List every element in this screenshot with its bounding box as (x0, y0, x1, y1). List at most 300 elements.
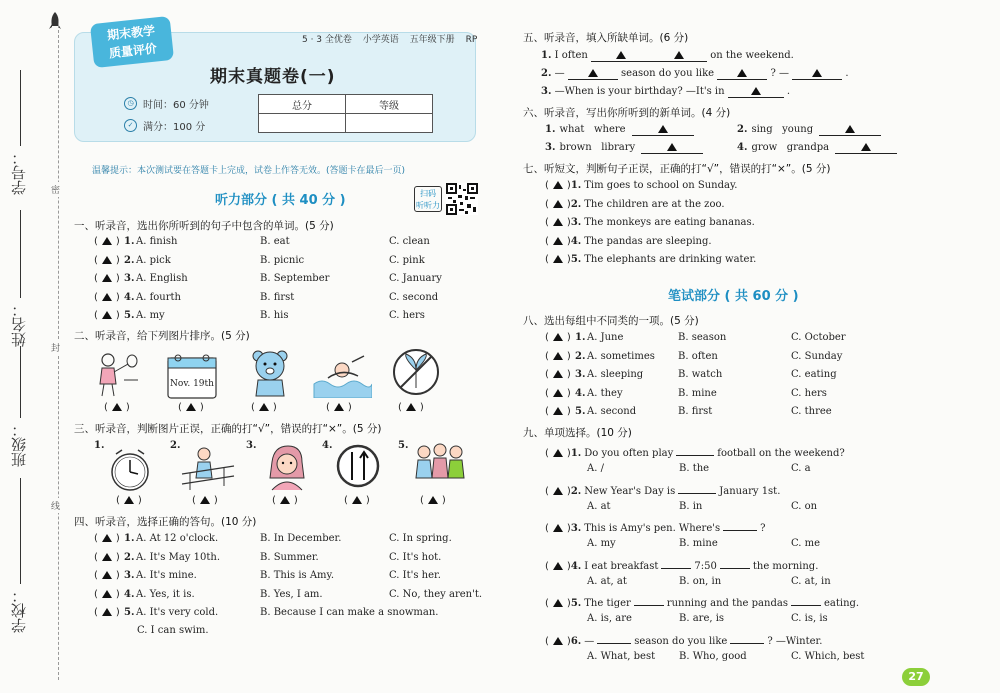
triangle-icon (812, 69, 822, 77)
answer-blank[interactable] (678, 482, 716, 494)
item-number: 1. (575, 332, 586, 343)
item-words: sing young (751, 124, 814, 135)
question-text: running and the pandas (666, 598, 788, 609)
option-c: C. January (389, 273, 442, 284)
triangle-icon (553, 599, 563, 607)
triangle-icon (102, 237, 112, 245)
triangle-icon (553, 181, 563, 189)
question-text: the morning. (752, 560, 819, 572)
triangle-icon (102, 274, 112, 282)
bear-picture (250, 346, 290, 398)
triangle-icon (406, 403, 416, 411)
time-limit-text: 时间：60 分钟 (143, 100, 209, 111)
triangle-icon (553, 637, 563, 645)
triangle-icon (259, 403, 269, 411)
item-number: 5. (575, 406, 586, 418)
option-c: C. eating (791, 369, 837, 381)
student-number-field[interactable] (20, 70, 21, 146)
score-table (258, 94, 433, 133)
answer-blank[interactable] (641, 142, 703, 154)
item-number: 3. (541, 86, 552, 97)
option-b: B. on, in (679, 575, 722, 587)
answer-bracket[interactable]: ( ) (545, 448, 571, 459)
calendar-picture (166, 350, 218, 400)
item-number: 5. (124, 607, 135, 618)
option-b: B. Summer. (260, 551, 319, 563)
question-text: eating. (823, 598, 860, 609)
section-1-title: 一、听录音，选出你所听到的句子中包含的单词。(5 分) (74, 220, 334, 232)
section-7-item-5 (545, 254, 756, 265)
item-number: 1. (124, 533, 135, 544)
section-2-title: 二、听录音，给下列图片排序。(5 分) (74, 330, 250, 342)
full-score (124, 118, 205, 133)
item-text: season do you like (621, 68, 715, 79)
item-words: brown library (559, 142, 636, 153)
option-a: A. at, at (587, 575, 627, 587)
answer-bracket[interactable]: ( ) (545, 485, 571, 497)
section-1-item-5 (94, 310, 509, 324)
girl-playing-badminton-picture (94, 350, 140, 398)
triangle-icon (553, 237, 563, 245)
answer-bracket[interactable]: ( ) (545, 254, 571, 266)
option-c: C. pink (389, 254, 425, 266)
class-field[interactable] (20, 346, 21, 418)
section-5-item-1 (541, 50, 794, 62)
picture-order-bracket-5[interactable]: ( ) (398, 402, 424, 413)
option-c: C. In spring. (389, 533, 452, 544)
written-banner: 笔试部分 ( 共 60 分 ) (668, 289, 799, 304)
picture-number-3: 3. (246, 440, 257, 451)
option-c: C. Sunday (791, 350, 843, 362)
section-1-item-3 (94, 273, 509, 287)
book-series (302, 32, 477, 45)
option-a: A. At 12 o'clock. (136, 533, 219, 544)
triangle-icon (186, 403, 196, 411)
picture-order-bracket-3[interactable]: ( ) (251, 402, 277, 413)
triangle-icon (553, 449, 563, 457)
grade-header: 等级 (346, 95, 433, 114)
item-number: 3. (570, 217, 582, 229)
option-b: B. in (679, 500, 703, 512)
option-c: C. It's hot. (389, 551, 442, 563)
school-field[interactable] (20, 478, 21, 584)
section-6-item-3 (545, 142, 703, 154)
section-9-options-2 (545, 501, 905, 515)
scan-qr-line-1: 扫码 (420, 189, 436, 198)
section-7-item-2 (545, 199, 725, 210)
answer-bracket[interactable]: ( ) (545, 523, 571, 534)
series-grade: 五年级下册 (409, 35, 455, 45)
option-c: C. second (389, 291, 439, 303)
option-c: C. hers (791, 387, 827, 399)
triangle-icon (102, 571, 112, 579)
answer-bracket[interactable]: ( ) (94, 588, 120, 600)
option-a: A. It's mine. (136, 570, 197, 581)
name-field[interactable] (20, 210, 21, 298)
option-a: A. sometimes (587, 350, 655, 362)
triangle-icon (102, 311, 112, 319)
item-number: 2. (541, 68, 552, 79)
exam-title: 期末真题卷(一) (210, 67, 336, 87)
triangle-icon (751, 87, 761, 95)
triangle-icon (737, 69, 747, 77)
children-group-picture (410, 440, 470, 492)
evaluation-badge (90, 16, 174, 68)
answer-blank[interactable] (651, 50, 707, 62)
item-number: 4. (124, 588, 135, 600)
answer-blank[interactable] (717, 68, 767, 80)
item-number: 1. (570, 448, 582, 459)
triangle-icon (352, 496, 362, 504)
triangle-icon (553, 370, 563, 378)
answer-blank[interactable] (730, 632, 764, 644)
question-text: January 1st. (719, 485, 781, 497)
option-b: B. often (678, 350, 718, 362)
triangle-icon (112, 403, 122, 411)
item-number: 3. (570, 523, 582, 534)
qr-code-icon[interactable] (446, 183, 478, 215)
page-number: 27 (902, 668, 930, 686)
item-number: 5. (124, 310, 135, 321)
option-b: B. In December. (260, 533, 342, 544)
clock-picture (106, 446, 154, 492)
question-text: ? —Winter. (767, 635, 823, 647)
option-b: B. watch (678, 369, 723, 381)
no-picking-flowers-sign-picture (392, 348, 440, 396)
answer-blank[interactable] (728, 86, 784, 98)
option-c: C. me (791, 538, 821, 549)
section-9-title: 九、单项选择。(10 分) (523, 427, 632, 439)
section-4-title: 四、听录音，选择正确的答句。(10 分) (74, 516, 257, 528)
answer-blank[interactable] (720, 557, 750, 569)
picture-judge-bracket-1[interactable]: ( ) (116, 495, 142, 506)
option-a: A. Yes, it is. (136, 588, 195, 600)
item-text: ? — (770, 68, 789, 79)
item-text: —When is your birthday? —It's in (554, 86, 725, 97)
item-text: The monkeys are eating bananas. (584, 217, 755, 229)
item-text: . (786, 86, 791, 97)
item-number: 4. (570, 560, 582, 572)
answer-bracket[interactable]: ( ) (545, 387, 571, 399)
triangle-icon (124, 496, 134, 504)
item-text: on the weekend. (710, 50, 794, 61)
item-text: I often (554, 50, 588, 61)
swimming-boy-picture (312, 354, 372, 398)
option-c: C. a (791, 463, 811, 474)
option-b: B. his (260, 310, 289, 321)
section-7-item-3 (545, 217, 755, 228)
section-9-question-5 (545, 594, 862, 609)
option-a: A. fourth (136, 291, 181, 303)
picture-order-bracket-2[interactable]: ( ) (178, 402, 204, 413)
item-words: grow grandpa (751, 142, 830, 153)
total-score-cell[interactable] (259, 114, 346, 133)
question-text: season do you like (634, 635, 728, 647)
triangle-icon (553, 487, 563, 495)
section-7-item-1 (545, 180, 738, 191)
picture-order-bracket-1[interactable]: ( ) (104, 402, 130, 413)
option-a: A. they (587, 387, 623, 399)
answer-blank[interactable] (632, 124, 694, 136)
fold-mark-close: 封 (51, 340, 60, 355)
answer-blank[interactable] (723, 519, 757, 531)
picture-number-2: 2. (170, 440, 181, 451)
item-number: 1. (570, 180, 582, 191)
item-number: 1. (124, 236, 135, 247)
item-text: The pandas are sleeping. (584, 235, 712, 247)
picture-judge-bracket-4[interactable]: ( ) (344, 495, 370, 506)
item-number: 4. (124, 291, 135, 303)
option-b: B. first (260, 291, 295, 303)
answer-bracket[interactable]: ( ) (94, 254, 120, 266)
section-5-item-3 (541, 86, 790, 98)
option-a: A. is, are (587, 613, 632, 624)
answer-bracket[interactable]: ( ) (94, 551, 120, 563)
option-b: B. This is Amy. (260, 570, 335, 581)
answer-bracket[interactable]: ( ) (545, 332, 571, 343)
option-c: C. is, is (791, 613, 828, 624)
section-4-extra-option: C. I can swim. (137, 625, 209, 636)
picture-judge-bracket-2[interactable]: ( ) (192, 495, 218, 506)
item-number: 4. (737, 142, 748, 153)
option-b: B. Who, good (679, 650, 747, 662)
answer-bracket[interactable]: ( ) (545, 198, 571, 210)
answer-blank[interactable] (792, 68, 842, 80)
answer-bracket[interactable]: ( ) (94, 236, 120, 247)
total-score-header: 总分 (259, 95, 346, 114)
answer-blank[interactable] (676, 444, 714, 456)
triangle-icon (280, 496, 290, 504)
section-5-title: 五、听录音，填入所缺单词。(6 分) (523, 32, 689, 44)
answer-bracket[interactable]: ( ) (545, 598, 571, 609)
badge-line-2: 质量评价 (108, 41, 158, 61)
triangle-icon (553, 524, 563, 532)
item-number: 2. (570, 485, 582, 497)
girl-at-railing-picture (180, 444, 236, 492)
time-limit (124, 96, 209, 111)
question-text: football on the weekend? (717, 448, 845, 459)
option-a: A. my (587, 538, 616, 549)
grade-cell[interactable] (346, 114, 433, 133)
calendar-date: Nov. 19th (170, 379, 214, 389)
option-b: B. mine (679, 538, 718, 549)
option-b: B. September (260, 273, 330, 284)
triangle-icon (102, 590, 112, 598)
section-9-options-5 (545, 613, 905, 627)
option-b: B. Yes, I am. (260, 588, 323, 600)
student-number-label: 学号： (10, 150, 28, 195)
option-b: B. season (678, 332, 727, 343)
answer-blank[interactable] (791, 594, 821, 606)
option-a: A. second (587, 406, 637, 418)
option-a: A. pick (136, 254, 171, 266)
option-b: B. picnic (260, 254, 305, 266)
triangle-icon (658, 125, 668, 133)
item-number: 2. (737, 124, 748, 135)
option-c: C. It's her. (389, 570, 441, 581)
picture-judge-bracket-3[interactable]: ( ) (272, 495, 298, 506)
option-a: A. English (136, 273, 188, 284)
answer-bracket[interactable]: ( ) (545, 635, 571, 647)
listening-banner: 听力部分 ( 共 40 分 ) (215, 193, 346, 208)
answer-bracket[interactable]: ( ) (545, 560, 571, 572)
answer-bracket[interactable]: ( ) (94, 310, 120, 321)
section-6-item-1 (545, 124, 694, 136)
triangle-icon (553, 352, 563, 360)
triangle-icon (667, 143, 677, 151)
name-label: 姓名： (10, 302, 28, 347)
triangle-icon (102, 256, 112, 264)
item-number: 6. (570, 635, 582, 647)
answer-bracket[interactable]: ( ) (545, 235, 571, 247)
section-9-question-1 (545, 444, 848, 459)
full-score-text: 满分：100 分 (143, 122, 206, 133)
section-4-item-3 (94, 570, 509, 584)
section-9-question-3 (545, 519, 769, 534)
answer-blank[interactable] (597, 632, 631, 644)
question-text: Do you often play (584, 448, 674, 459)
option-a: A. What, best (587, 650, 656, 662)
item-text: The elephants are drinking water. (584, 254, 757, 266)
option-a: A. / (587, 463, 604, 474)
item-number: 2. (124, 254, 135, 266)
answer-bracket[interactable]: ( ) (94, 570, 120, 581)
triangle-icon (553, 407, 563, 415)
item-number: 4. (575, 387, 586, 399)
triangle-icon (553, 255, 563, 263)
option-c: C. on (791, 500, 818, 512)
question-text: ? (760, 523, 766, 534)
question-text: This is Amy's pen. Where's (584, 523, 721, 534)
section-6-item-2 (737, 124, 881, 136)
answer-bracket[interactable]: ( ) (545, 369, 571, 381)
badge-line-1: 期末教学 (106, 23, 156, 43)
option-b: B. are, is (679, 613, 725, 624)
answer-blank[interactable] (819, 124, 881, 136)
triangle-icon (102, 608, 112, 616)
scan-qr-line-2: 听听力 (416, 201, 440, 210)
triangle-icon (553, 333, 563, 341)
section-1-item-4 (94, 292, 509, 306)
option-a: A. my (136, 310, 165, 321)
answer-blank[interactable] (568, 68, 618, 80)
answer-blank[interactable] (835, 142, 897, 154)
option-b: B. eat (260, 236, 290, 247)
triangle-icon (102, 553, 112, 561)
triangle-icon (102, 293, 112, 301)
rocket-icon (48, 12, 62, 32)
section-4-item-1 (94, 533, 509, 547)
answer-bracket[interactable]: ( ) (94, 273, 120, 284)
option-b: B. the (679, 463, 710, 474)
triangle-icon (553, 562, 563, 570)
triangle-icon (553, 200, 563, 208)
item-text: — (554, 68, 565, 79)
triangle-icon (861, 143, 871, 151)
item-number: 2. (575, 350, 586, 362)
answer-blank[interactable] (591, 50, 651, 62)
scan-qr-label (414, 186, 442, 212)
answer-bracket[interactable]: ( ) (545, 406, 571, 418)
option-c: C. No, they aren't. (389, 588, 483, 600)
item-number: 3. (575, 369, 586, 381)
item-number: 3. (545, 142, 556, 153)
option-a: A. finish (136, 236, 178, 247)
series-name: 5 · 3 全优卷 (302, 35, 352, 45)
answer-bracket[interactable]: ( ) (94, 533, 120, 544)
answer-bracket[interactable]: ( ) (545, 180, 571, 191)
triangle-icon (616, 51, 626, 59)
item-number: 4. (570, 235, 582, 247)
answer-bracket[interactable]: ( ) (545, 217, 571, 229)
option-a: A. It's May 10th. (136, 551, 220, 563)
picture-number-4: 4. (322, 440, 333, 451)
option-b: B. first (678, 406, 713, 418)
triangle-icon (674, 51, 684, 59)
answer-bracket[interactable]: ( ) (94, 607, 120, 618)
section-9-options-6 (545, 651, 905, 665)
section-5-item-2 (541, 68, 849, 80)
section-8-item-4 (545, 388, 911, 402)
item-number: 1. (545, 124, 556, 135)
option-c: C. clean (389, 236, 430, 247)
answer-bracket[interactable]: ( ) (545, 350, 571, 362)
section-8-item-5 (545, 406, 911, 420)
option-a: A. sleeping (587, 369, 644, 381)
fold-mark-seal: 密 (51, 182, 60, 197)
check-icon: ✓ (124, 119, 137, 132)
section-9-question-6 (545, 632, 825, 647)
section-4-item-5 (94, 607, 509, 621)
fold-mark-line: 线 (51, 498, 60, 513)
option-c: C. at, in (791, 575, 831, 587)
item-number: 2. (124, 551, 135, 563)
option-b: B. Because I can make a snowman. (260, 607, 439, 618)
picture-order-bracket-4[interactable]: ( ) (326, 402, 352, 413)
section-3-title: 三、听录音，判断图片正误，正确的打“√”，错误的打“×”。(5 分) (74, 423, 382, 435)
option-c: C. three (791, 406, 832, 418)
section-9-question-2 (545, 482, 783, 497)
question-text: New Year's Day is (584, 485, 676, 497)
triangle-icon (428, 496, 438, 504)
section-9-options-3 (545, 538, 905, 552)
answer-blank[interactable] (661, 557, 691, 569)
option-a: A. June (587, 332, 624, 343)
item-number: 5. (570, 598, 582, 609)
section-9-question-4 (545, 557, 821, 572)
picture-judge-bracket-5[interactable]: ( ) (420, 495, 446, 506)
question-text: — (584, 635, 595, 647)
picture-number-5: 5. (398, 440, 409, 451)
item-words: what where (559, 124, 626, 135)
option-c: C. hers (389, 310, 425, 321)
class-label: 班级： (10, 422, 28, 467)
section-9-options-1 (545, 463, 905, 477)
question-text: I eat breakfast (584, 560, 659, 572)
option-c: C. Which, best (791, 650, 865, 662)
school-label: 学校： (10, 588, 28, 633)
section-7-item-4 (545, 236, 712, 247)
section-7-title: 七、听短文，判断句子正误，正确的打“√”，错误的打“×”。(5 分) (523, 163, 831, 175)
item-number: 5. (570, 254, 582, 266)
triangle-icon (334, 403, 344, 411)
answer-blank[interactable] (634, 594, 664, 606)
answer-bracket[interactable]: ( ) (94, 291, 120, 303)
section-4-item-4 (94, 589, 509, 603)
item-number: 1. (541, 50, 552, 61)
option-c: C. October (791, 332, 846, 343)
section-6-item-4 (737, 142, 897, 154)
